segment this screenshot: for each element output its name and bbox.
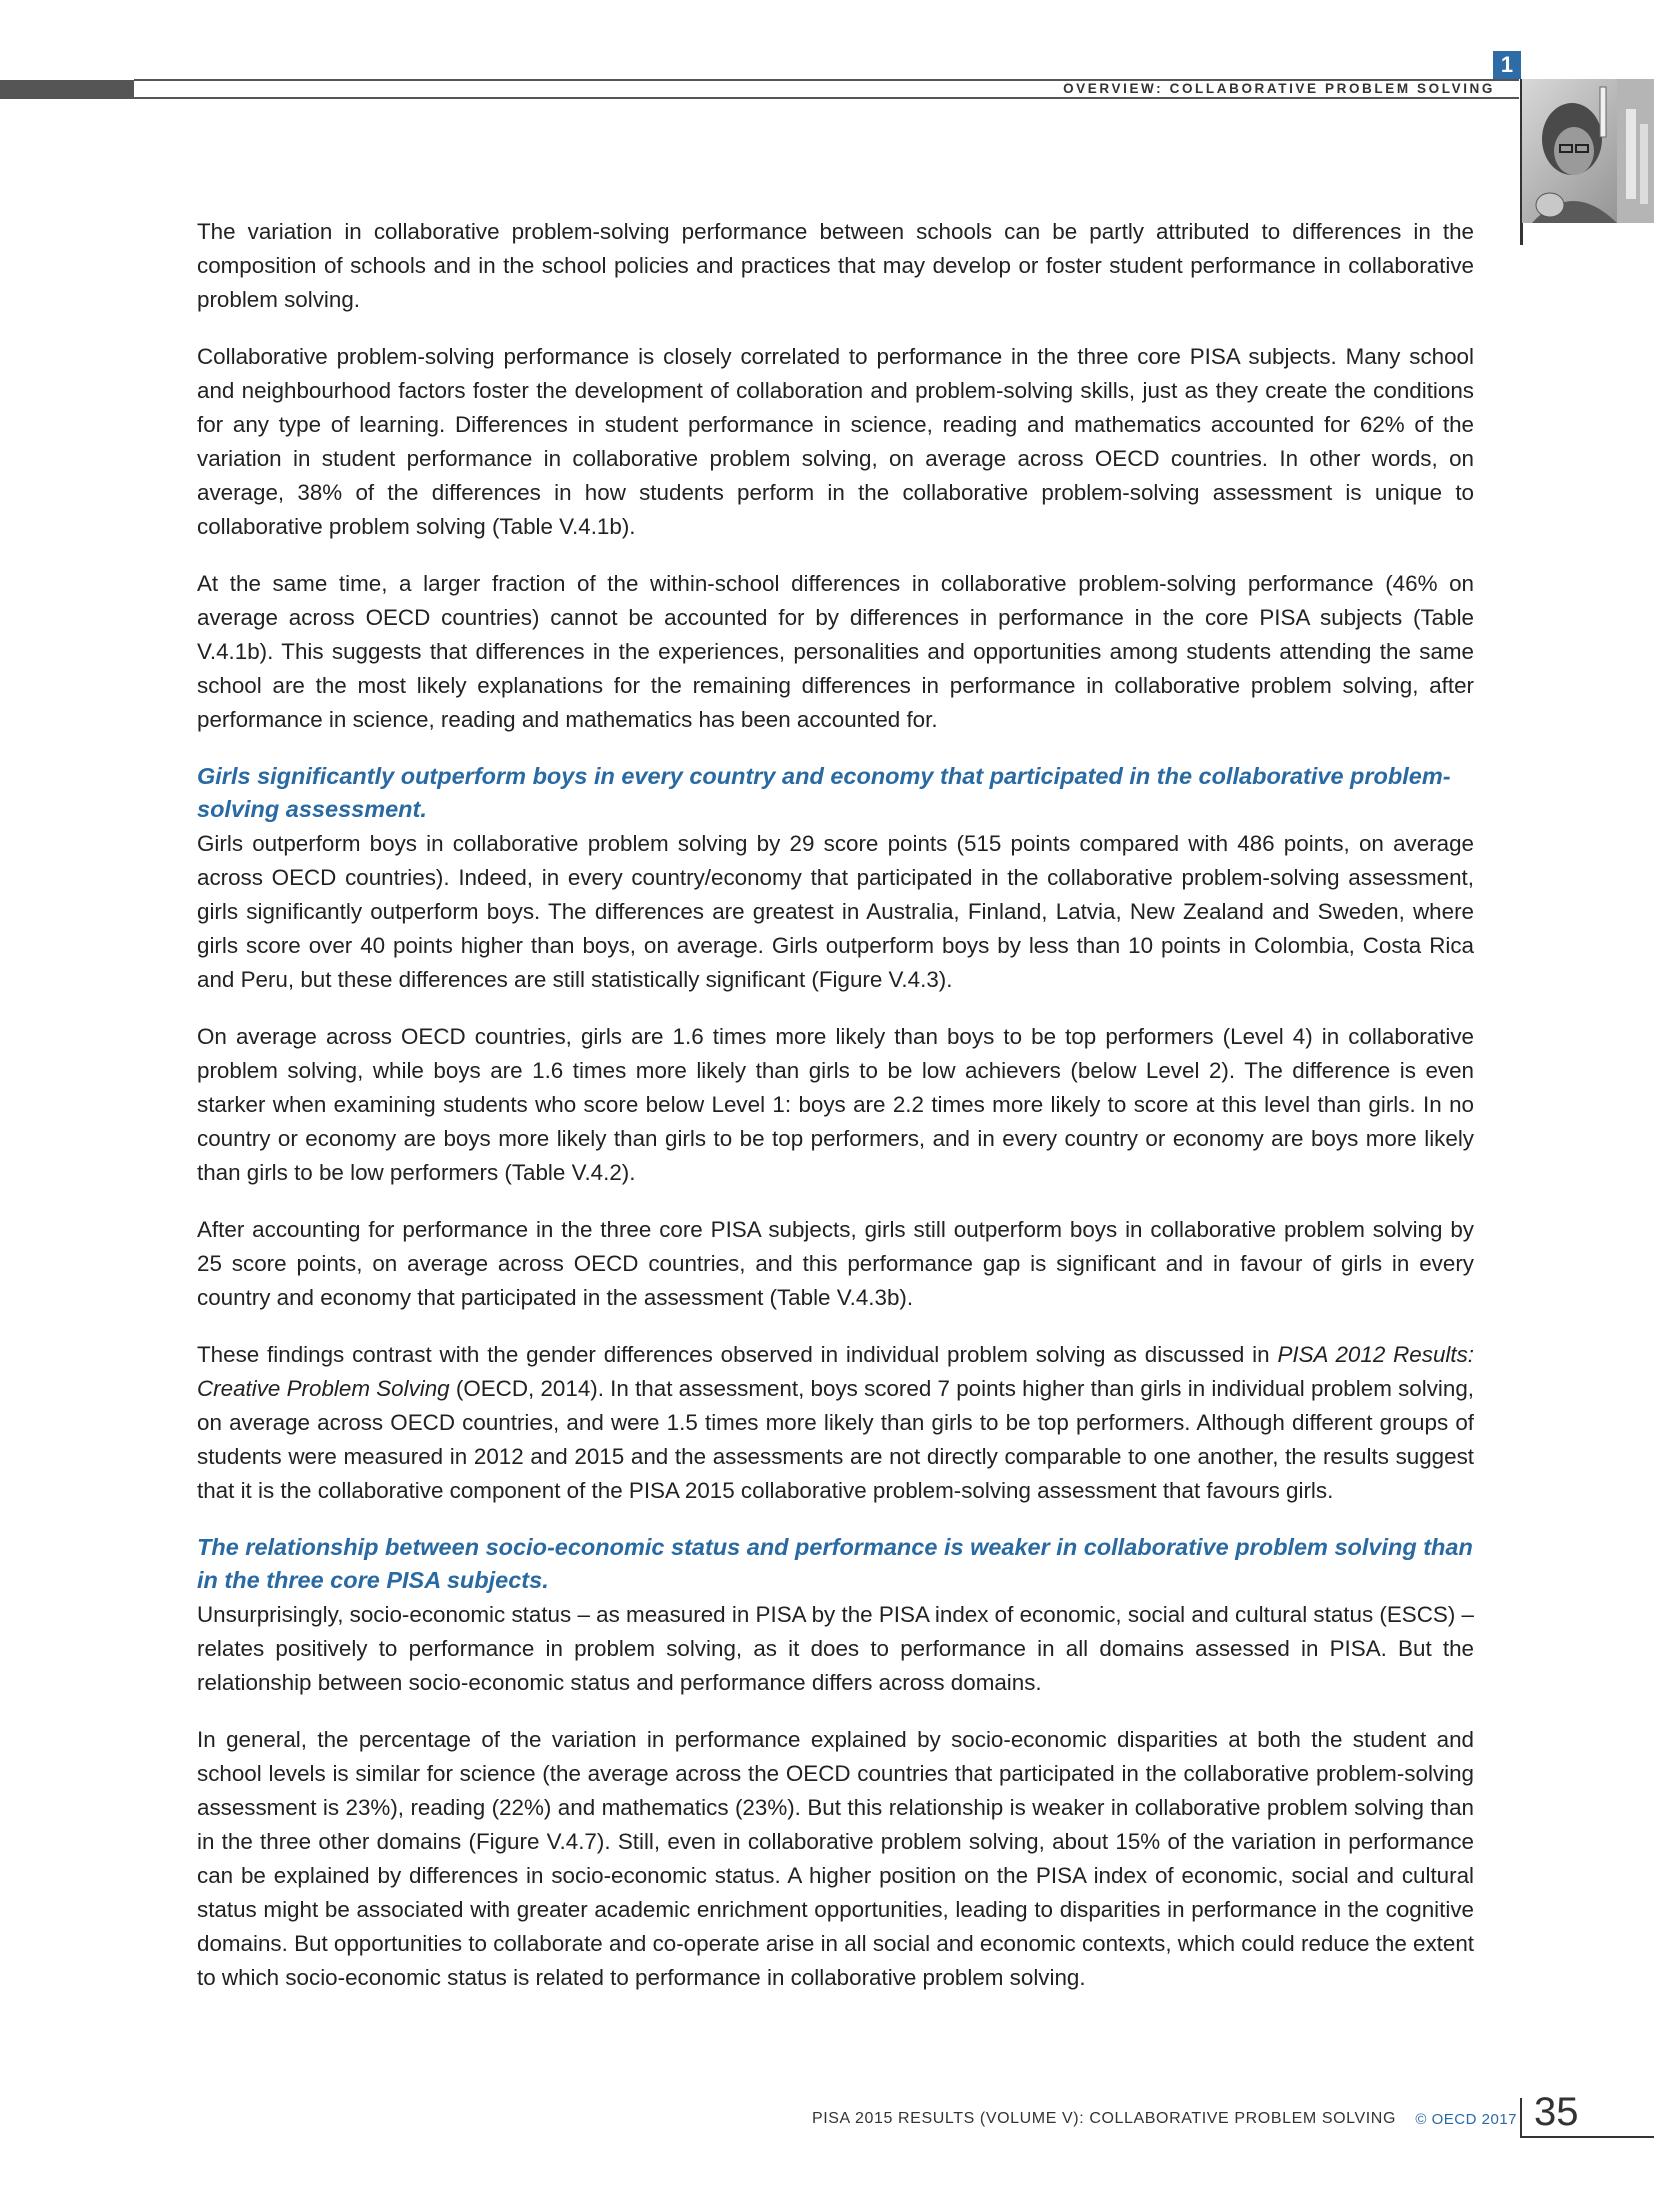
paragraph: Collaborative problem-solving performance is closely correlated to performance in the three core PISA subjects. Many school and neighbourhood factors foster the development of collaboration and problem-solving skills, just as they create the conditions for any type of learning. Differences in student performance in science, reading and mathematics accounted for 62% of the variation in student performance in collaborative problem solving, on average across OECD countries. In other words, on average, 38% of the differences in how students perform in the collaborative problem-solving assessment is unique to collaborative problem solving (Table V.4.1b). [197,344,1474,539]
footer-publication-title: PISA 2015 RESULTS (VOLUME V): COLLABORATIVE PROBLEM SOLVING [811,2110,1396,2127]
chapter-number-badge: 1 [1493,51,1521,79]
running-header-title: OVERVIEW: COLLABORATIVE PROBLEM SOLVING [1063,81,1495,96]
section-heading: Girls significantly outperform boys in every country and economy that participated in the collaborative problem-solving assessment. [197,763,1451,822]
chapter-photo-scientist-icon [1522,79,1654,223]
page-number: 35 [1534,2090,1579,2134]
header-accent-bar [0,80,134,99]
paragraph: After accounting for performance in the three core PISA subjects, girls still outperform boys in collaborative problem solving by 25 score points, on average across OECD countries, and this performance gap is significant and in favour of girls in every country and economy that participated in the assessment (Table V.4.3b). [197,1217,1474,1310]
footer-horizontal-rule [1520,2136,1654,2138]
header-rule-bottom [134,97,1519,99]
paragraph: Unsurprisingly, socio-economic status – as measured in PISA by the PISA index of economic, social and cultural status (ESCS) – relates positively to performance in problem solving, as it does to performance in all domains assessed in PISA. But the relationship between socio-economic status and performance differs across domains. [197,1602,1474,1695]
paragraph-text: These findings contrast with the gender differences observed in individual problem solving as discussed in [197,1342,1278,1367]
paragraph: The variation in collaborative problem-solving performance between schools can be partly attributed to differences in the composition of schools and in the school policies and practices that may develop or foster student performance in collaborative problem solving. [197,219,1474,312]
paragraph: On average across OECD countries, girls are 1.6 times more likely than boys to be top performers (Level 4) in collaborative problem solving, while boys are 1.6 times more likely than girls to be low achievers (below Level 2). The difference is even starker when examining students who score below Level 1: boys are 2.2 times more likely to score at this level than girls. In no country or economy are boys more likely than girls to be top performers, and in every country or economy are boys more likely than girls to be low performers (Table V.4.2). [197,1024,1474,1185]
section-heading: The relationship between socio-economic status and performance is weaker in collaborative problem solving than in the three core PISA subjects. [197,1534,1473,1593]
footer-copyright: © OECD 2017 [1415,2111,1517,2128]
article-body [197,215,1474,2018]
paragraph-text: (OECD, 2014). In that assessment, boys scored 7 points higher than girls in individual problem solving, on average across OECD countries, and were 1.5 times more likely than girls to be top performers. Although different groups of students were measured in 2012 and 2015 and the assessments are not directly comparable to one another, the results suggest that it is the collaborative component of the PISA 2015 collaborative problem-solving assessment that favours girls. [197,1376,1474,1503]
publication-reference: PISA 2012 Results: Creative Problem Solving [197,1342,1475,1401]
footer-vertical-rule [1520,2098,1522,2136]
paragraph: In general, the percentage of the variation in performance explained by socio-economic disparities at both the student and school levels is similar for science (the average across the OECD countries that participated in the collaborative problem-solving assessment is 23%), reading (22%) and mathematics (23%). But this relationship is weaker in collaborative problem solving than in the three other domains (Figure V.4.7). Still, even in collaborative problem solving, about 15% of the variation in performance can be explained by differences in socio-economic status. A higher position on the PISA index of economic, social and cultural status might be associated with greater academic enrichment opportunities, leading to disparities in performance in the cognitive domains. But opportunities to collaborate and co-operate arise in all social and economic contexts, which could reduce the extent to which socio-economic status is related to performance in collaborative problem solving. [197,1727,1475,1990]
paragraph [197,1338,1474,1508]
paragraph: Girls outperform boys in collaborative problem solving by 29 score points (515 points compared with 486 points, on average across OECD countries). Indeed, in every country/economy that participated in the collaborative problem-solving assessment, girls significantly outperform boys. The differences are greatest in Australia, Finland, Latvia, New Zealand and Sweden, where girls score over 40 points higher than boys, on average. Girls outperform boys by less than 10 points in Colombia, Costa Rica and Peru, but these differences are still statistically significant (Figure V.4.3). [197,831,1474,992]
paragraph: At the same time, a larger fraction of the within-school differences in collaborative problem-solving performance (46% on average across OECD countries) cannot be accounted for by differences in performance in the core PISA subjects (Table V.4.1b). This suggests that differences in the experiences, personalities and opportunities among students attending the same school are the most likely explanations for the remaining differences in performance in collaborative problem solving, after performance in science, reading and mathematics has been accounted for. [197,571,1474,732]
page-footer [0,2090,1654,2170]
